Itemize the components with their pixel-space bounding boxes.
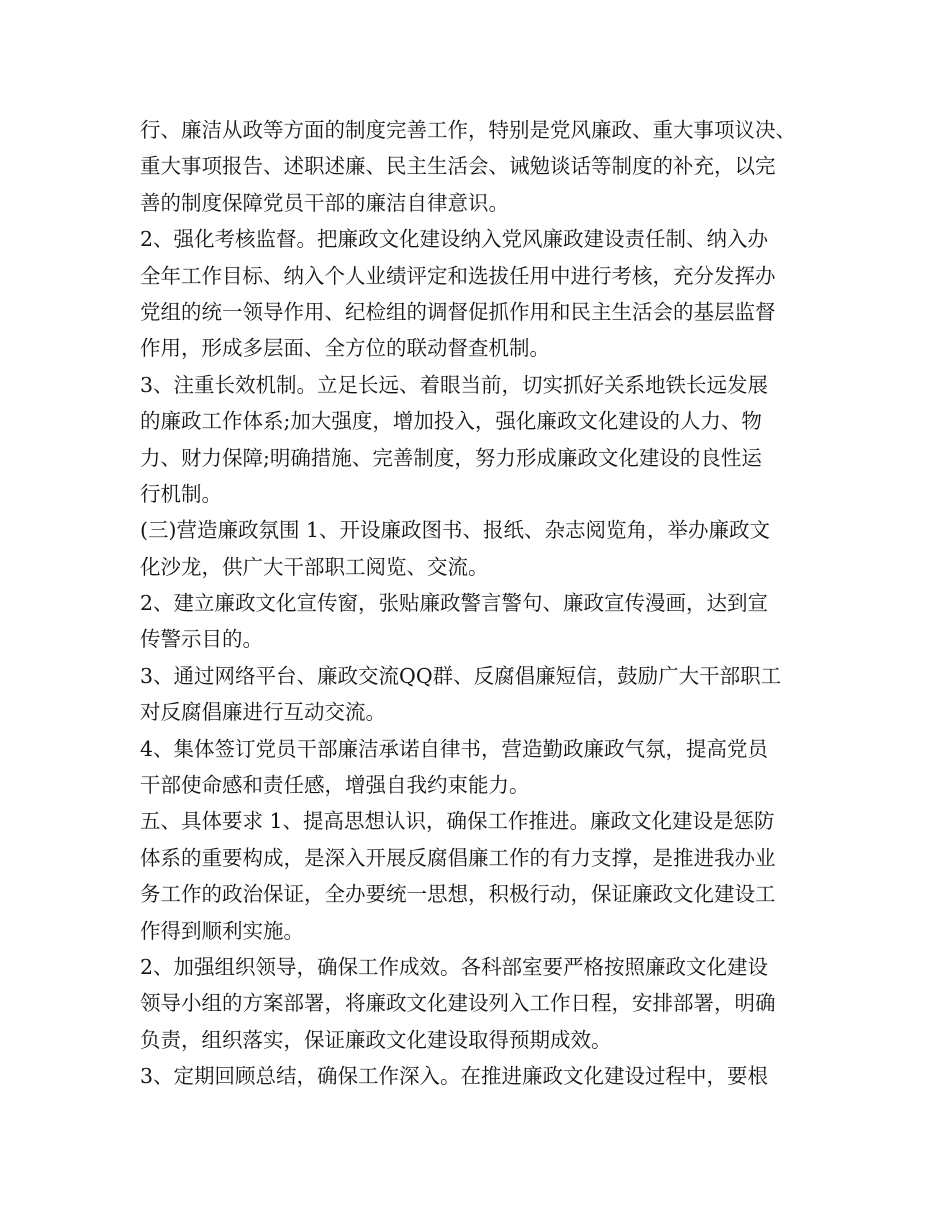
text-line: 2、建立廉政文化宣传窗，张贴廉政警言警句、廉政宣传漫画，达到宣 — [140, 591, 769, 616]
text-line: 务工作的政治保证，全办要统一思想，积极行动，保证廉政文化建设工 — [140, 882, 776, 907]
text-line: 3、注重长效机制。立足长远、着眼当前，切实抓好关系地铁长远发展 — [140, 372, 769, 397]
text-line: 作得到顺利实施。 — [140, 918, 304, 943]
text-line: 全年工作目标、纳入个人业绩评定和选拔任用中进行考核，充分发挥办 — [140, 263, 776, 288]
text-line: (三)营造廉政氛围 1、开设廉政图书、报纸、杂志阅览角，举办廉政文 — [140, 518, 771, 543]
text-line: 3、通过网络平台、廉政交流QQ群、反腐倡廉短信，鼓励广大干部职工 — [140, 663, 782, 688]
text-line: 体系的重要构成，是深入开展反腐倡廉工作的有力支撑，是推进我办业 — [140, 845, 776, 870]
text-line: 行、廉洁从政等方面的制度完善工作，特别是党风廉政、重大事项议决、 — [140, 118, 796, 142]
text-line: 的廉政工作体系;加大强度，增加投入，强化廉政文化建设的人力、物 — [140, 409, 762, 434]
text-line: 2、强化考核监督。把廉政文化建设纳入党风廉政建设责任制、纳入办 — [140, 227, 769, 252]
text-line: 干部使命感和责任感，增强自我约束能力。 — [140, 773, 530, 798]
text-line: 善的制度保障党员干部的廉洁自律意识。 — [140, 190, 509, 215]
text-line: 作用，形成多层面、全方位的联动督查机制。 — [140, 336, 550, 361]
text-line: 党组的统一领导作用、纪检组的调督促抓作用和民主生活会的基层监督 — [140, 299, 776, 324]
text-line: 重大事项报告、述职述廉、民主生活会、诫勉谈话等制度的补充，以完 — [140, 154, 776, 179]
text-line: 4、集体签订党员干部廉洁承诺自律书，营造勤政廉政气氛，提高党员 — [140, 736, 769, 761]
text-line: 领导小组的方案部署，将廉政文化建设列入工作日程，安排部署，明确 — [140, 991, 776, 1016]
text-line: 负责，组织落实，保证廉政文化建设取得预期成效。 — [140, 1027, 612, 1052]
text-line: 行机制。 — [140, 481, 222, 506]
text-line: 五、具体要求 1、提高思想认识，确保工作推进。廉政文化建设是惩防 — [140, 809, 775, 834]
text-line: 对反腐倡廉进行互动交流。 — [140, 700, 386, 725]
text-line: 力、财力保障;明确措施、完善制度，努力形成廉政文化建设的良性运 — [140, 445, 762, 470]
text-line: 3、定期回顾总结，确保工作深入。在推进廉政文化建设过程中，要根 — [140, 1064, 769, 1089]
text-line: 2、加强组织领导，确保工作成效。各科部室要严格按照廉政文化建设 — [140, 954, 769, 979]
text-line: 化沙龙，供广大干部职工阅览、交流。 — [140, 554, 489, 579]
document-body — [140, 112, 840, 1095]
text-line: 传警示目的。 — [140, 627, 263, 652]
